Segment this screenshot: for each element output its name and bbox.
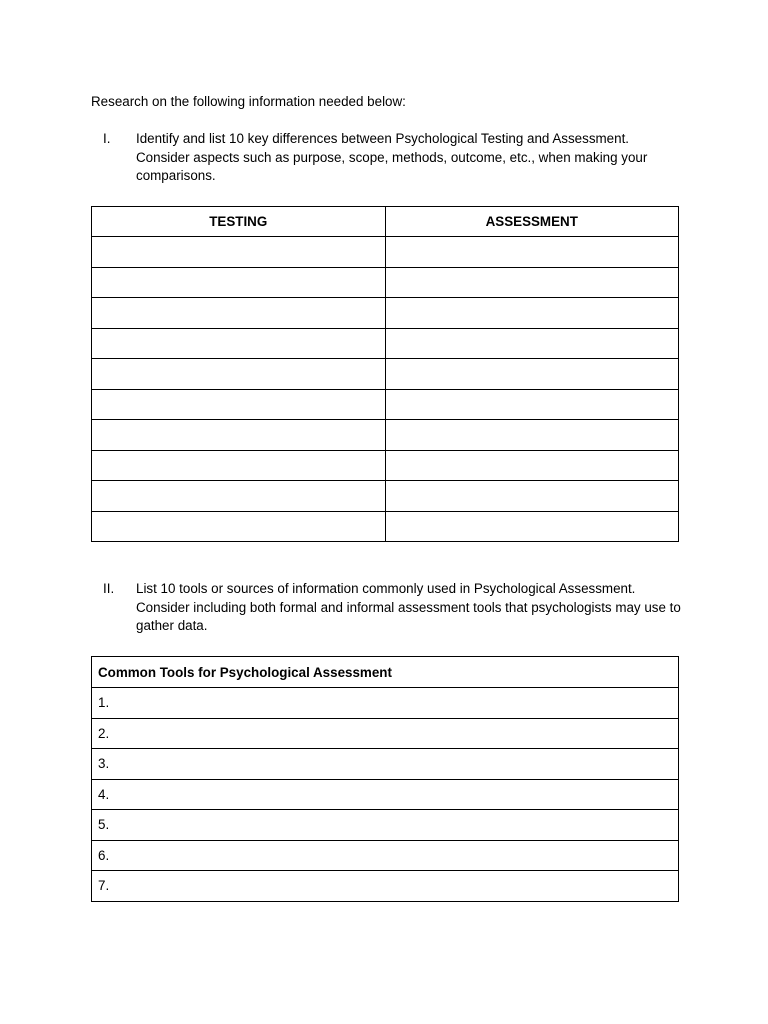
table-row <box>92 450 679 481</box>
tool-cell[interactable]: 5. <box>92 810 679 841</box>
tools-table-header-row <box>92 657 679 688</box>
table-row <box>92 267 679 298</box>
testing-cell[interactable] <box>92 389 386 420</box>
testing-cell[interactable] <box>92 450 386 481</box>
assessment-cell[interactable] <box>385 237 679 268</box>
table-row <box>92 511 679 542</box>
table-row <box>92 389 679 420</box>
question-1-number: I. <box>103 131 111 146</box>
testing-cell[interactable] <box>92 359 386 390</box>
table-row <box>92 237 679 268</box>
table-row <box>92 328 679 359</box>
table-row <box>92 749 679 780</box>
testing-cell[interactable] <box>92 267 386 298</box>
assessment-cell[interactable] <box>385 511 679 542</box>
table-row <box>92 420 679 451</box>
testing-cell[interactable] <box>92 328 386 359</box>
assessment-cell[interactable] <box>385 359 679 390</box>
tool-cell[interactable]: 3. <box>92 749 679 780</box>
assessment-cell[interactable] <box>385 328 679 359</box>
question-2-number: II. <box>103 581 115 596</box>
table-row <box>92 298 679 329</box>
intro-text: Research on the following information needed below: <box>91 94 406 109</box>
differences-table <box>91 206 679 542</box>
table-row <box>92 688 679 719</box>
table-row <box>92 871 679 902</box>
question-2-text: List 10 tools or sources of information commonly used in Psychological Assessment. Consider including both formal and informal assessment tools that psychologists may use to gather data. <box>136 581 681 633</box>
testing-cell[interactable] <box>92 481 386 512</box>
testing-column-header: TESTING <box>92 207 386 237</box>
assessment-cell[interactable] <box>385 420 679 451</box>
testing-cell[interactable] <box>92 237 386 268</box>
tools-column-header: Common Tools for Psychological Assessment <box>92 657 679 688</box>
table-row <box>92 810 679 841</box>
assessment-cell[interactable] <box>385 389 679 420</box>
table-row <box>92 481 679 512</box>
table-row <box>92 359 679 390</box>
tool-cell[interactable]: 6. <box>92 840 679 871</box>
testing-cell[interactable] <box>92 511 386 542</box>
assessment-cell[interactable] <box>385 267 679 298</box>
tool-cell[interactable]: 7. <box>92 871 679 902</box>
question-1-text: Identify and list 10 key differences between Psychological Testing and Assessment. Consider aspects such as purpose, scope, methods, outcome, etc., when making your comparisons. <box>136 131 648 183</box>
table-row <box>92 779 679 810</box>
table-row <box>92 718 679 749</box>
tools-table <box>91 656 679 902</box>
testing-cell[interactable] <box>92 298 386 329</box>
tool-cell[interactable]: 4. <box>92 779 679 810</box>
assessment-cell[interactable] <box>385 298 679 329</box>
assessment-cell[interactable] <box>385 481 679 512</box>
tool-cell[interactable]: 2. <box>92 718 679 749</box>
assessment-column-header: ASSESSMENT <box>385 207 679 237</box>
table-row <box>92 840 679 871</box>
assessment-cell[interactable] <box>385 450 679 481</box>
differences-table-header-row <box>92 207 679 237</box>
tool-cell[interactable]: 1. <box>92 688 679 719</box>
testing-cell[interactable] <box>92 420 386 451</box>
